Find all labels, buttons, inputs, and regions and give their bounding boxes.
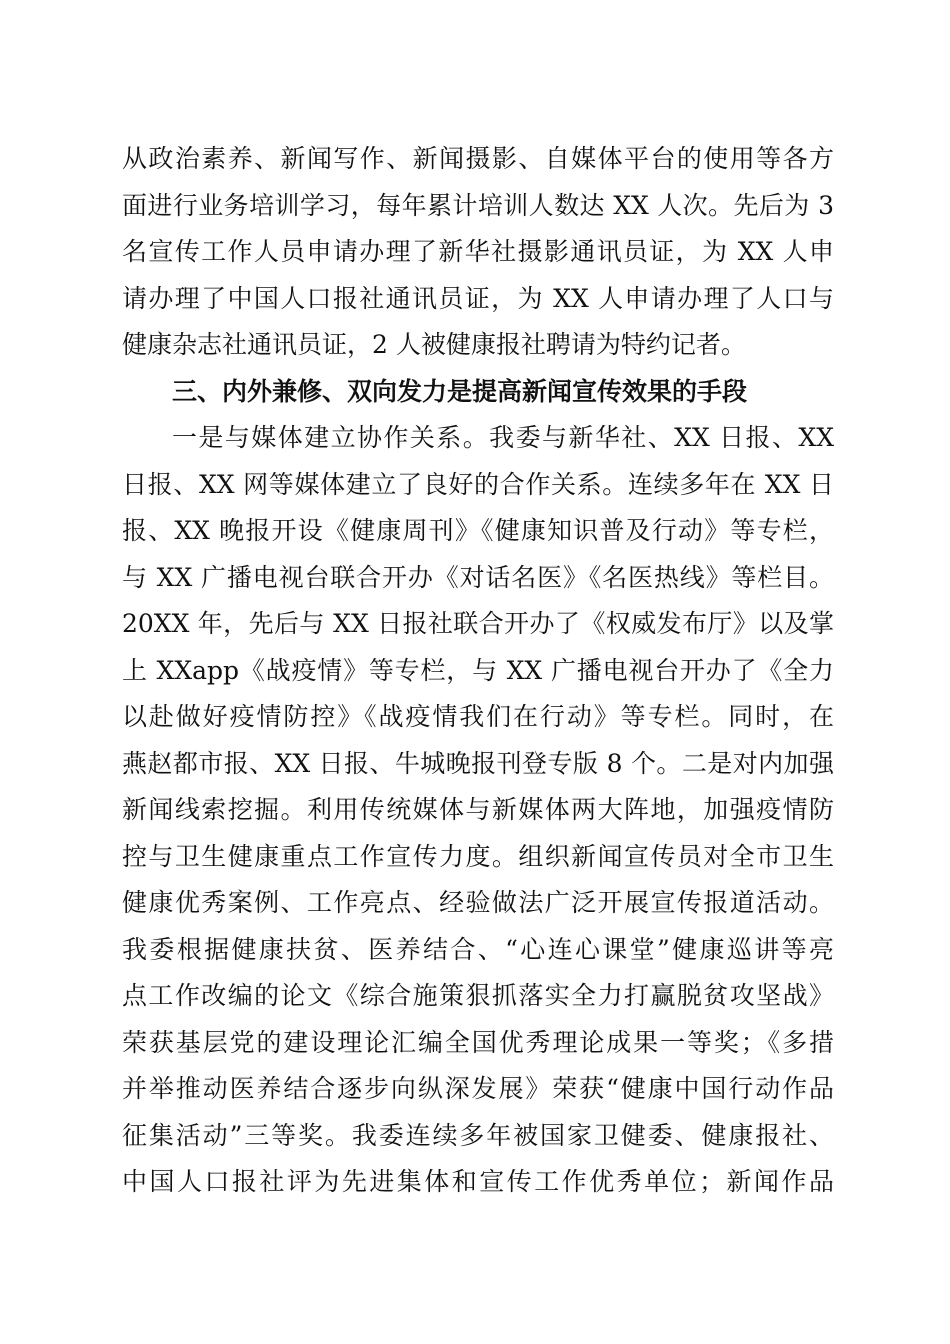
text-line: 上 XXapp《战疫情》等专栏，与 XX 广播电视台开办了《全力 xyxy=(122,655,834,685)
text-line: 中国人口报社评为先进集体和宣传工作优秀单位；新闻作品 xyxy=(122,1167,834,1196)
document-body xyxy=(122,136,834,1206)
text-line: 与 XX 广播电视台联合开办《对话名医》《名医热线》等栏目。 xyxy=(122,562,834,592)
text-line: 请办理了中国人口报社通讯员证，为 XX 人申请办理了人口与 xyxy=(122,283,834,313)
text-line: 点工作改编的论文《综合施策狠抓落实全力打赢脱贫攻坚战》 xyxy=(122,981,834,1010)
section-heading: 三、内外兼修、双向发力是提高新闻宣传效果的手段 xyxy=(172,376,748,406)
text-line: 日报、XX 网等媒体建立了良好的合作关系。连续多年在 XX 日 xyxy=(122,469,834,499)
text-line: 健康优秀案例、工作亮点、经验做法广泛开展宣传报道活动。 xyxy=(122,888,834,917)
text-line: 征集活动”三等奖。我委连续多年被国家卫健委、健康报社、 xyxy=(122,1120,834,1150)
text-line: 荣获基层党的建设理论汇编全国优秀理论成果一等奖；《多措 xyxy=(122,1027,834,1057)
text-line: 并举推动医养结合逐步向纵深发展》荣获“健康中国行动作品 xyxy=(122,1074,834,1103)
text-line: 新闻线索挖掘。利用传统媒体与新媒体两大阵地，加强疫情防 xyxy=(122,795,834,824)
text-line: 我委根据健康扶贫、医养结合、“心连心课堂”健康巡讲等亮 xyxy=(122,934,834,964)
text-line: 从政治素养、新闻写作、新闻摄影、自媒体平台的使用等各方 xyxy=(122,144,834,173)
text-line: 面进行业务培训学习，每年累计培训人数达 XX 人次。先后为 3 xyxy=(122,190,834,220)
text-line: 以赴做好疫情防控》《战疫情我们在行动》等专栏。同时，在 xyxy=(122,702,834,731)
text-line: 名宣传工作人员申请办理了新华社摄影通讯员证，为 XX 人申 xyxy=(122,237,834,266)
text-line: 控与卫生健康重点工作宣传力度。组织新闻宣传员对全市卫生 xyxy=(122,841,834,871)
text-line: 燕赵都市报、XX 日报、牛城晚报刊登专版 8 个。二是对内加强 xyxy=(122,748,834,778)
text-line: 健康杂志社通讯员证，2 人被健康报社聘请为特约记者。 xyxy=(122,330,746,359)
text-line: 20XX 年，先后与 XX 日报社联合开办了《权威发布厅》以及掌 xyxy=(122,609,834,638)
text-line: 一是与媒体建立协作关系。我委与新华社、XX 日报、XX xyxy=(172,423,834,452)
text-line: 报、XX 晚报开设《健康周刊》《健康知识普及行动》等专栏， xyxy=(122,516,834,545)
